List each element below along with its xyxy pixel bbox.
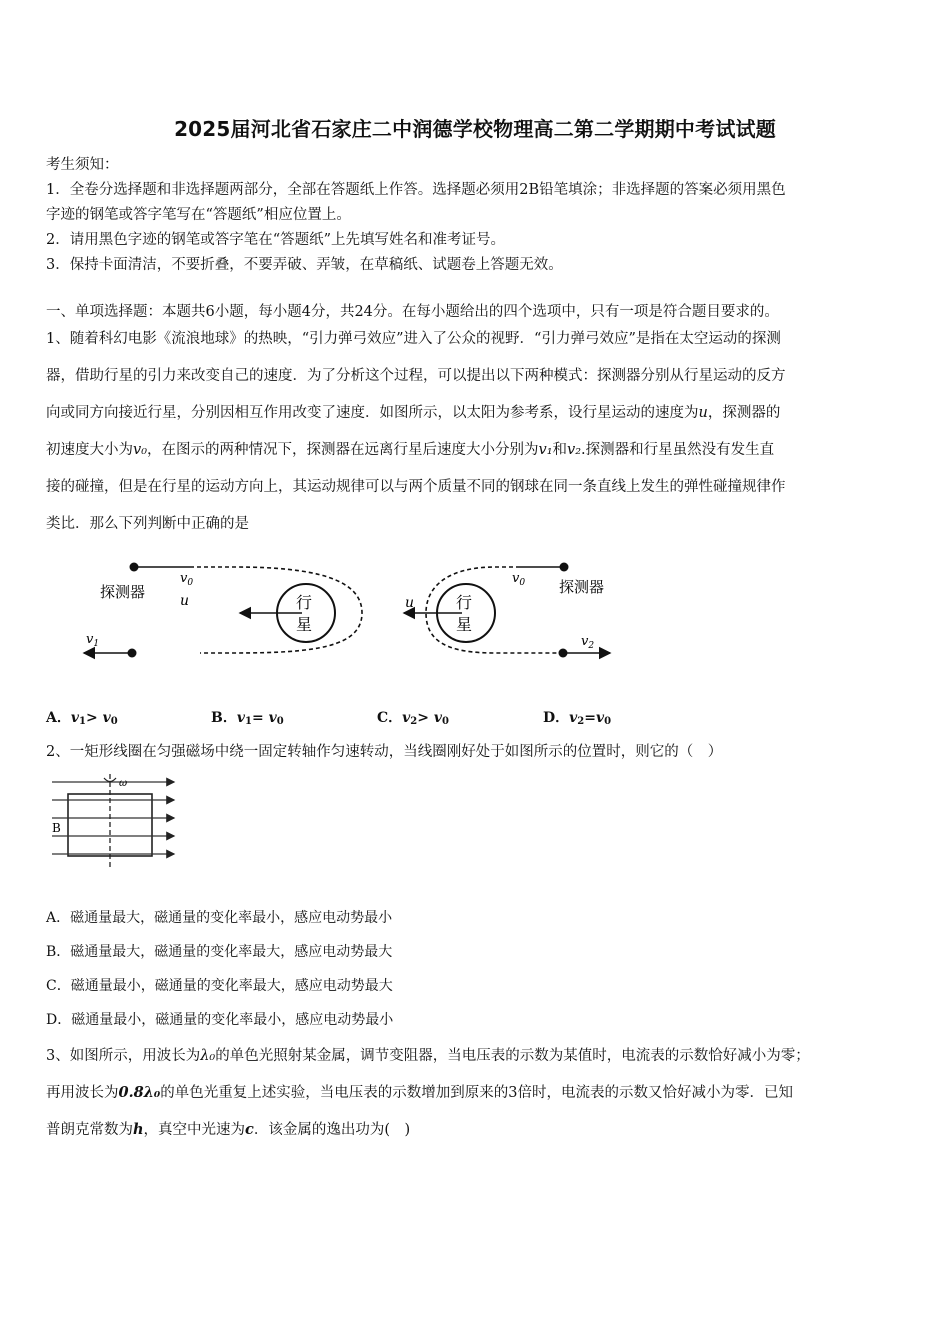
- q3-text: 3、如图所示，用波长为λ₀的单色光照射某金属，调节变阻器，当电压表的示数为某值时，电流表的示数恰好减小为零；: [46, 1048, 810, 1064]
- notice-line: 字迹的钢笔或答字笔写在“答题纸”相应位置上。: [46, 207, 351, 223]
- symbol-u: u: [698, 405, 708, 421]
- q2-stem: 2、一矩形线圈在匀强磁场中绕一固定转轴作匀速转动，当线圈刚好处于如图所示的位置时，则它的（ ）: [46, 744, 723, 760]
- v2-label: $v_2$: [581, 634, 595, 651]
- symbol-lambda0: λ₀: [200, 1048, 216, 1064]
- q2-option-d[interactable]: D．磁通量最小，磁通量的变化率最小，感应电动势最小: [46, 1012, 394, 1028]
- q1-text: 接的碰撞，但是在行星的运动方向上，其运动规律可以与两个质量不同的钢球在同一条直线上发生的弹性碰撞规律作: [46, 479, 786, 495]
- omega-label: ω: [119, 778, 128, 789]
- symbol-v0: v₀: [133, 442, 148, 458]
- q1-text: 向或同方向接近行星，分别因相互作用改变了速度．如图所示，以太阳为参考系，设行星运动的速度为u，探测器的: [46, 405, 781, 421]
- q1-text: 1、随着科幻电影《流浪地球》的热映，“引力弹弓效应”进入了公众的视野．“引力弹弓效应”是指在太空运动的探测: [46, 331, 781, 347]
- b-label: B: [52, 821, 61, 835]
- q1-text: 初速度大小为v₀，在图示的两种情况下，探测器在远离行星后速度大小分别为v₁和v₂.探测器和行星虽然没有发生直: [46, 442, 775, 458]
- q2-option-c[interactable]: C．磁通量最小，磁通量的变化率最大，感应电动势最大: [46, 978, 393, 994]
- v1-label: $v_1$: [86, 632, 100, 649]
- v0-label-right: $v_0$: [512, 571, 526, 588]
- q1-option-b[interactable]: B．$v_1= v_0$: [211, 710, 284, 727]
- symbol-h: h: [133, 1121, 144, 1138]
- symbol-c: c: [245, 1121, 254, 1138]
- q1-option-c[interactable]: C．$v_2> v_0$: [377, 710, 449, 727]
- notice-line: 1．全卷分选择题和非选择题两部分，全部在答题纸上作答。选择题必须用2B铅笔填涂；非选择题的答案必须用黑色: [46, 182, 786, 198]
- planet-label-left-top: 行: [296, 593, 313, 612]
- probe-label-right: 探测器: [559, 578, 605, 596]
- notice-line: 2．请用黑色字迹的钢笔或答字笔在“答题纸”上先填写姓名和准考证号。: [46, 232, 506, 248]
- q3-text: 再用波长为0.8λ₀的单色光重复上述实验，当电压表的示数增加到原来的3倍时，电流表的示数又恰好减小为零．已知: [46, 1084, 793, 1101]
- u-label-left: u: [180, 593, 190, 609]
- probe-path-right: [426, 567, 560, 653]
- section-heading: 一、单项选择题：本题共6小题，每小题4分，共24分。在每小题给出的四个选项中，只有一项是符合题目要求的。: [46, 304, 779, 320]
- q3-text: 普朗克常数为h，真空中光速为c．该金属的逸出功为( ): [46, 1121, 411, 1138]
- q1-text: 器，借助行星的引力来改变自己的速度．为了分析这个过程，可以提出以下两种模式：探测器分别从行星运动的反方: [46, 368, 786, 384]
- probe-path-left: [190, 567, 362, 653]
- page-title: 2025届河北省石家庄二中润德学校物理高二第二学期期中考试试题: [174, 117, 776, 141]
- q1-text: 类比．那么下列判断中正确的是: [46, 516, 249, 532]
- v0-label-left: $v_0$: [180, 571, 194, 588]
- slingshot-figure: [70, 545, 630, 675]
- q1-option-d[interactable]: D．$v_2=v_0$: [543, 710, 612, 727]
- symbol-v2: v₂: [567, 442, 582, 458]
- notice-heading: 考生须知：: [46, 157, 119, 173]
- coil-figure: [46, 772, 186, 872]
- planet-label-right-bottom: 星: [456, 615, 473, 634]
- q1-option-a[interactable]: A．$v_1> v_0$: [46, 710, 118, 727]
- q2-option-a[interactable]: A．磁通量最大，磁通量的变化率最小，感应电动势最小: [46, 910, 393, 926]
- symbol-v1: v₁: [538, 442, 553, 458]
- notice-line: 3．保持卡面清洁，不要折叠，不要弄破、弄皱，在草稿纸、试题卷上答题无效。: [46, 257, 563, 273]
- symbol-0.8lambda0: 0.8λ₀: [118, 1084, 161, 1101]
- probe-label-left: 探测器: [100, 583, 146, 601]
- u-label-right: u: [405, 595, 415, 611]
- planet-label-right-top: 行: [456, 593, 473, 612]
- q2-option-b[interactable]: B．磁通量最大，磁通量的变化率最大，感应电动势最大: [46, 944, 393, 960]
- planet-label-left-bottom: 星: [296, 615, 313, 634]
